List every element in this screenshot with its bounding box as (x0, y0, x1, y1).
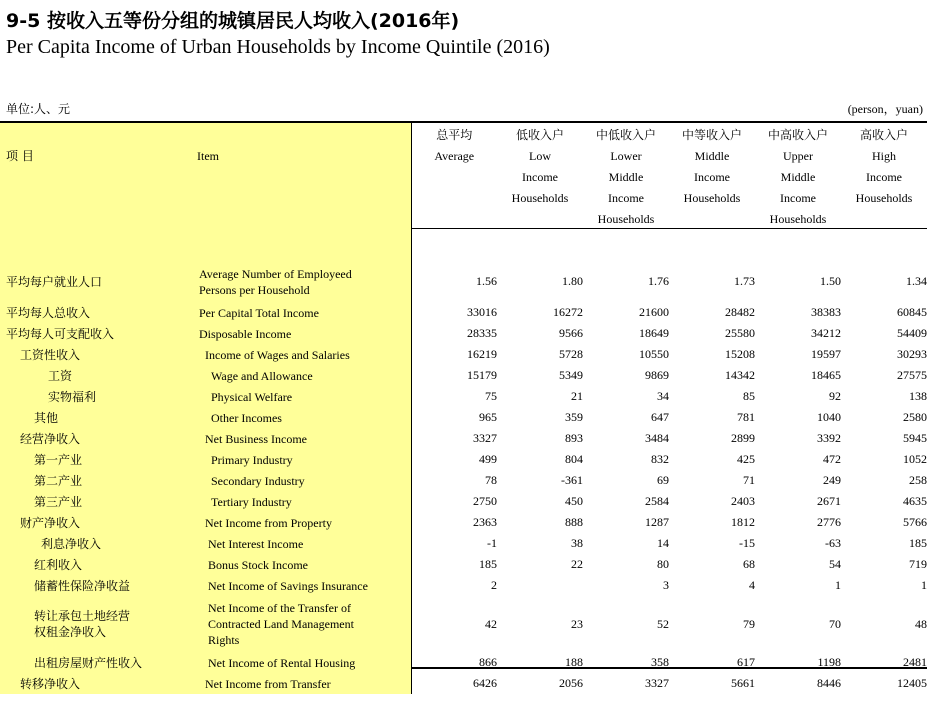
value-cell: 5661 (731, 676, 755, 690)
row-label-english: Disposable Income (197, 323, 411, 344)
value-cell: 4635 (903, 494, 927, 508)
value-cell: 2403 (731, 494, 755, 508)
value-cell: 85 (743, 389, 755, 403)
value-cell: 9869 (645, 368, 669, 382)
value-cell: 185 (909, 536, 927, 550)
row-label-english: Net Income of Rental Housing (197, 652, 411, 673)
header-col-lower-middle (583, 123, 669, 254)
value-cell: 1287 (645, 515, 669, 529)
row-label-english: Net Interest Income (197, 533, 411, 554)
row-label-english: Net Income from Transfer (197, 673, 411, 694)
table-row (0, 407, 927, 428)
value-cell: 80 (657, 557, 669, 571)
spacer-cell (755, 254, 841, 261)
table-row (0, 596, 927, 652)
row-label-english: Other Incomes (197, 407, 411, 428)
value-cell: 617 (737, 655, 755, 669)
value-cell: 5728 (559, 347, 583, 361)
value-cell: 34212 (811, 326, 841, 340)
value-cell: 965 (479, 410, 497, 424)
value-cell: 2580 (903, 410, 927, 424)
header-col-en: Lower Middle Income Households (597, 149, 655, 226)
value-cell: 54 (829, 557, 841, 571)
row-label-english: Secondary Industry (197, 470, 411, 491)
value-cell: 28482 (725, 305, 755, 319)
value-cell: 1198 (817, 655, 841, 669)
value-cell: 8446 (817, 676, 841, 690)
value-cell: 54409 (897, 326, 927, 340)
value-cell: 450 (565, 494, 583, 508)
value-cell: 188 (565, 655, 583, 669)
value-cell: 3327 (645, 676, 669, 690)
table-row (0, 323, 927, 344)
value-cell: 249 (823, 473, 841, 487)
value-cell: 719 (909, 557, 927, 571)
row-label-chinese: 实物福利 (0, 386, 197, 407)
value-cell: 2671 (817, 494, 841, 508)
header-col-upper-middle (755, 123, 841, 254)
row-label-english: Income of Wages and Salaries (197, 344, 411, 365)
value-cell: 2584 (645, 494, 669, 508)
value-cell: 9566 (559, 326, 583, 340)
value-cell: 832 (651, 452, 669, 466)
table-row (0, 470, 927, 491)
table-row (0, 428, 927, 449)
row-label-chinese: 出租房屋财产性收入 (0, 652, 197, 673)
value-cell: 1.73 (734, 274, 755, 288)
row-label-chinese: 储蓄性保险净收益 (0, 575, 197, 596)
page-title-english: Per Capita Income of Urban Households by Income Quintile (2016) (6, 36, 550, 58)
value-cell: 27575 (897, 368, 927, 382)
spacer-cell (197, 254, 411, 261)
row-label-english: Net Income from Property (197, 512, 411, 533)
spacer-row (0, 254, 927, 261)
value-cell: 38 (571, 536, 583, 550)
value-cell: 79 (743, 616, 755, 631)
value-cell: 1 (921, 578, 927, 592)
header-col-en: Middle Income Households (683, 149, 741, 205)
header-col-cn: 高收入户 (859, 128, 908, 142)
value-cell: 258 (909, 473, 927, 487)
value-cell: 19597 (811, 347, 841, 361)
header-col-low (497, 123, 583, 254)
income-table (0, 123, 927, 694)
page-title-chinese: 9-5 按收入五等份分组的城镇居民人均收入(2016年) (6, 10, 460, 32)
value-cell: 42 (485, 616, 497, 631)
value-cell: 6426 (473, 676, 497, 690)
value-cell: 1040 (817, 410, 841, 424)
value-cell: 1.34 (906, 274, 927, 288)
value-cell: 2899 (731, 431, 755, 445)
value-cell: 3 (663, 578, 669, 592)
row-label-chinese: 平均每人总收入 (0, 302, 197, 323)
value-cell: 1.80 (562, 274, 583, 288)
row-label-chinese: 转移净收入 (0, 673, 197, 694)
row-label-english: Net Income of the Transfer of Contracted Land Management Rights (197, 596, 411, 652)
value-cell: 1.50 (820, 274, 841, 288)
value-cell: 2750 (473, 494, 497, 508)
header-col-high (841, 123, 927, 254)
row-label-chinese: 经营净收入 (0, 428, 197, 449)
value-cell: 71 (743, 473, 755, 487)
value-cell: 3392 (817, 431, 841, 445)
value-cell: 52 (657, 616, 669, 631)
table-row (0, 386, 927, 407)
value-cell: 48 (915, 616, 927, 631)
header-col-cn: 中高收入户 (767, 128, 828, 142)
value-cell: 185 (479, 557, 497, 571)
header-col-middle (669, 123, 755, 254)
unit-label-english: (person，yuan) (847, 102, 923, 116)
row-label-chinese: 转让承包土地经营 权租金净收入 (0, 596, 197, 652)
value-cell: 2363 (473, 515, 497, 529)
row-label-english: Wage and Allowance (197, 365, 411, 386)
value-cell: 28335 (467, 326, 497, 340)
table-row (0, 512, 927, 533)
row-label-chinese: 工资 (0, 365, 197, 386)
row-label-chinese: 第三产业 (0, 491, 197, 512)
value-cell: 1812 (731, 515, 755, 529)
value-cell: 18649 (639, 326, 669, 340)
value-cell: 60845 (897, 305, 927, 319)
header-item-chinese: 项 目 (0, 123, 197, 254)
header-col-cn: 低收入户 (515, 128, 564, 142)
value-cell: 16272 (553, 305, 583, 319)
row-label-english: Physical Welfare (197, 386, 411, 407)
value-cell: 781 (737, 410, 755, 424)
table-row (0, 652, 927, 673)
table-header-row (0, 123, 927, 254)
row-label-english: Average Number of Employeed Persons per Household (197, 261, 411, 302)
value-cell: 5766 (903, 515, 927, 529)
value-cell: 69 (657, 473, 669, 487)
table-row (0, 449, 927, 470)
row-label-english: Per Capital Total Income (197, 302, 411, 323)
value-cell: 12405 (897, 676, 927, 690)
value-cell: 23 (571, 616, 583, 631)
header-col-cn: 总平均 (436, 128, 473, 142)
value-cell: 1 (835, 578, 841, 592)
header-col-average (411, 123, 497, 254)
value-cell: 30293 (897, 347, 927, 361)
spacer-cell (411, 254, 497, 261)
row-label-english: Primary Industry (197, 449, 411, 470)
value-cell: 1052 (903, 452, 927, 466)
value-cell: 4 (749, 578, 755, 592)
value-cell: 888 (565, 515, 583, 529)
value-cell: 425 (737, 452, 755, 466)
value-cell: -1 (487, 536, 497, 550)
value-cell: 804 (565, 452, 583, 466)
row-label-chinese: 第一产业 (0, 449, 197, 470)
table-row (0, 554, 927, 575)
table-row (0, 261, 927, 302)
spacer-cell (669, 254, 755, 261)
table-row (0, 365, 927, 386)
table-row (0, 344, 927, 365)
value-cell: 34 (657, 389, 669, 403)
value-cell: 2481 (903, 655, 927, 669)
row-label-chinese: 工资性收入 (0, 344, 197, 365)
table-row (0, 302, 927, 323)
spacer-cell (0, 254, 197, 261)
value-cell: 359 (565, 410, 583, 424)
value-cell: -361 (561, 473, 583, 487)
value-cell: 15179 (467, 368, 497, 382)
value-cell: 22 (571, 557, 583, 571)
value-cell: 14 (657, 536, 669, 550)
value-cell: 472 (823, 452, 841, 466)
spacer-cell (841, 254, 927, 261)
row-label-chinese: 利息净收入 (0, 533, 197, 554)
header-item-english: Item (197, 123, 411, 254)
value-cell: 16219 (467, 347, 497, 361)
value-cell: 70 (829, 616, 841, 631)
table-row (0, 491, 927, 512)
header-col-cn: 中等收入户 (681, 128, 742, 142)
value-cell: 14342 (725, 368, 755, 382)
value-cell: 866 (479, 655, 497, 669)
value-cell: 499 (479, 452, 497, 466)
value-cell: 5945 (903, 431, 927, 445)
value-cell: 18465 (811, 368, 841, 382)
value-cell: 647 (651, 410, 669, 424)
value-cell: 92 (829, 389, 841, 403)
table-row (0, 673, 927, 694)
header-col-cn: 中低收入户 (595, 128, 656, 142)
value-cell: 5349 (559, 368, 583, 382)
header-col-en: High Income Households (855, 149, 913, 205)
row-label-chinese: 红利收入 (0, 554, 197, 575)
value-cell: 25580 (725, 326, 755, 340)
row-label-chinese: 平均每户就业人口 (0, 261, 197, 302)
value-cell: 2776 (817, 515, 841, 529)
row-label-english: Bonus Stock Income (197, 554, 411, 575)
header-col-en: Low Income Households (511, 149, 569, 205)
value-cell: 3327 (473, 431, 497, 445)
value-cell (497, 575, 583, 596)
row-label-chinese: 平均每人可支配收入 (0, 323, 197, 344)
row-label-english: Tertiary Industry (197, 491, 411, 512)
value-cell: 33016 (467, 305, 497, 319)
header-col-en: Upper Middle Income Households (769, 149, 827, 226)
value-cell: -15 (739, 536, 755, 550)
value-cell: 2056 (559, 676, 583, 690)
row-label-english: Net Business Income (197, 428, 411, 449)
value-cell: 75 (485, 389, 497, 403)
value-cell: 1.56 (476, 274, 497, 288)
row-label-english: Net Income of Savings Insurance (197, 575, 411, 596)
unit-label-chinese: 单位:人、元 (6, 102, 71, 116)
value-cell: 21600 (639, 305, 669, 319)
table-row (0, 575, 927, 596)
value-cell: -63 (825, 536, 841, 550)
value-cell: 893 (565, 431, 583, 445)
value-cell: 68 (743, 557, 755, 571)
value-cell: 358 (651, 655, 669, 669)
row-label-chinese: 其他 (0, 407, 197, 428)
table-body (0, 254, 927, 694)
value-cell: 38383 (811, 305, 841, 319)
value-cell: 15208 (725, 347, 755, 361)
row-label-chinese: 第二产业 (0, 470, 197, 491)
value-cell: 21 (571, 389, 583, 403)
value-cell: 10550 (639, 347, 669, 361)
value-cell: 138 (909, 389, 927, 403)
table-row (0, 533, 927, 554)
value-cell: 1.76 (648, 274, 669, 288)
spacer-cell (497, 254, 583, 261)
value-cell: 78 (485, 473, 497, 487)
value-cell: 3484 (645, 431, 669, 445)
header-col-en: Average (434, 149, 475, 163)
value-cell: 2 (491, 578, 497, 592)
spacer-cell (583, 254, 669, 261)
row-label-chinese: 财产净收入 (0, 512, 197, 533)
